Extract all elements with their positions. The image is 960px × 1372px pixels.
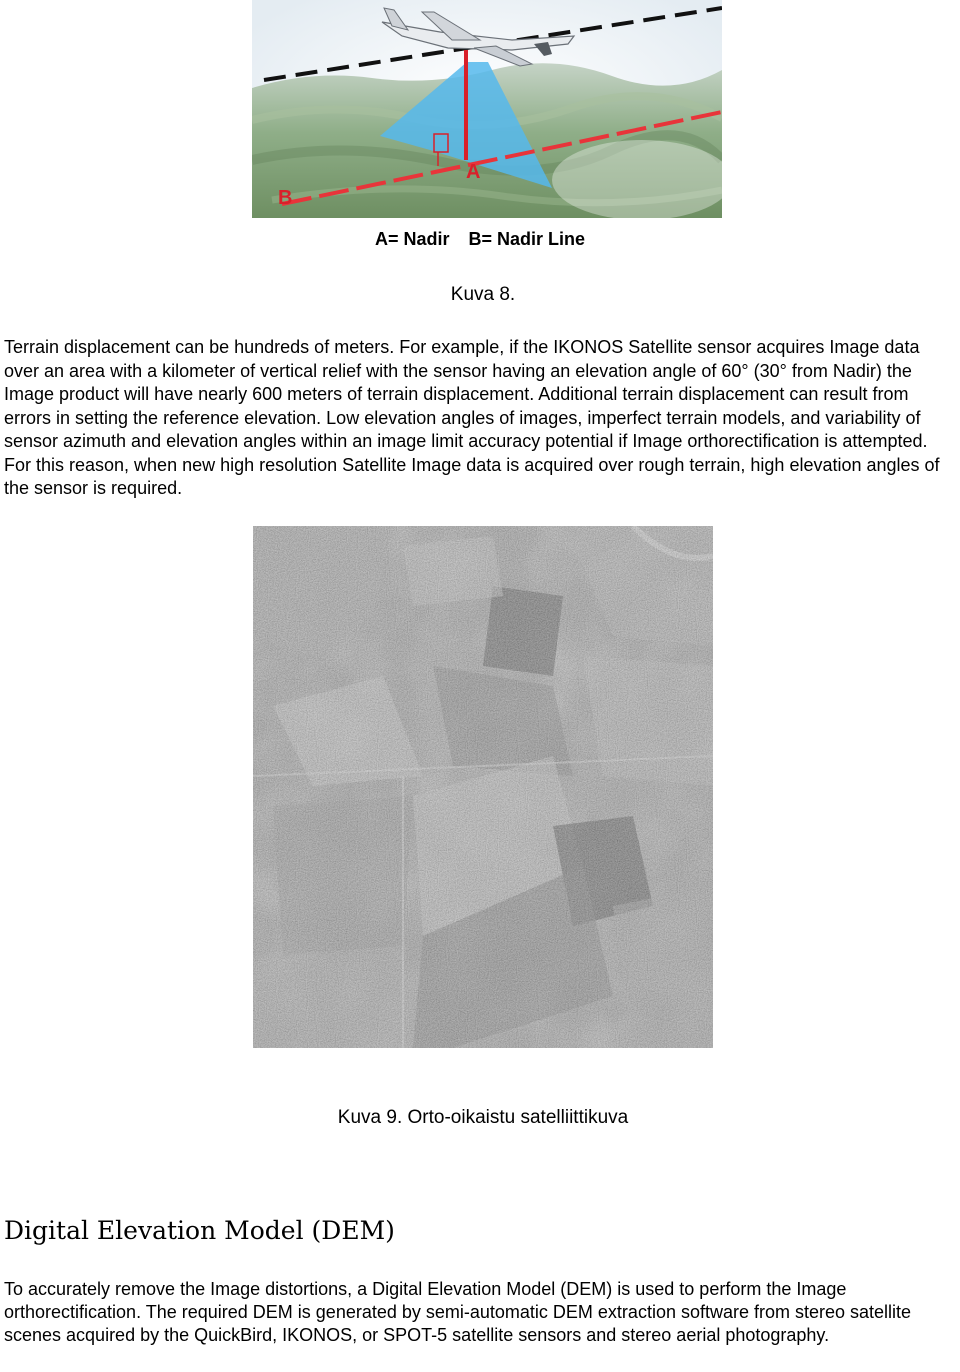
figure9-caption: Kuva 9. Orto-oikaistu satelliittikuva bbox=[337, 1107, 629, 1128]
legend-a: A= Nadir bbox=[374, 229, 450, 249]
paragraph-terrain-displacement: Terrain displacement can be hundreds of meters. For example, if the IKONOS Satellite sensor acquires Image data over an area with a kilometer of vertical relief with the sensor having an elevation angle of 60° (30° from Nadir) the Image product will have nearly 600 meters of terrain displacement. Additional terrain displacement can result from errors in setting the reference elevation. Low elevation angles of images, imperfect terrain models, and variability of sensor azimuth and elevation angles within an image limit accuracy potential if Image orthorectification is attempted. For this reason, when new high resolution Satellite Image data is acquired over rough terrain, high elevation angles of the sensor is required. bbox=[4, 337, 940, 498]
section-heading-dem: Digital Elevation Model (DEM) bbox=[4, 1216, 395, 1245]
figure8-caption: Kuva 8. bbox=[450, 284, 516, 305]
label-a: A bbox=[466, 161, 481, 183]
legend-b: B= Nadir Line bbox=[468, 229, 586, 249]
nadir-diagram bbox=[252, 0, 722, 218]
satellite-image bbox=[253, 526, 713, 1048]
figure8-legend bbox=[0, 229, 960, 250]
label-b: B bbox=[278, 187, 293, 209]
paragraph-dem: To accurately remove the Image distortions, a Digital Elevation Model (DEM) is used to perform the Image orthorectification. The required DEM is generated by semi-automatic DEM extraction software from stereo satellite scenes acquired by the QuickBird, IKONOS, or SPOT-5 satellite sensors and stereo aerial photography. bbox=[4, 1279, 912, 1345]
